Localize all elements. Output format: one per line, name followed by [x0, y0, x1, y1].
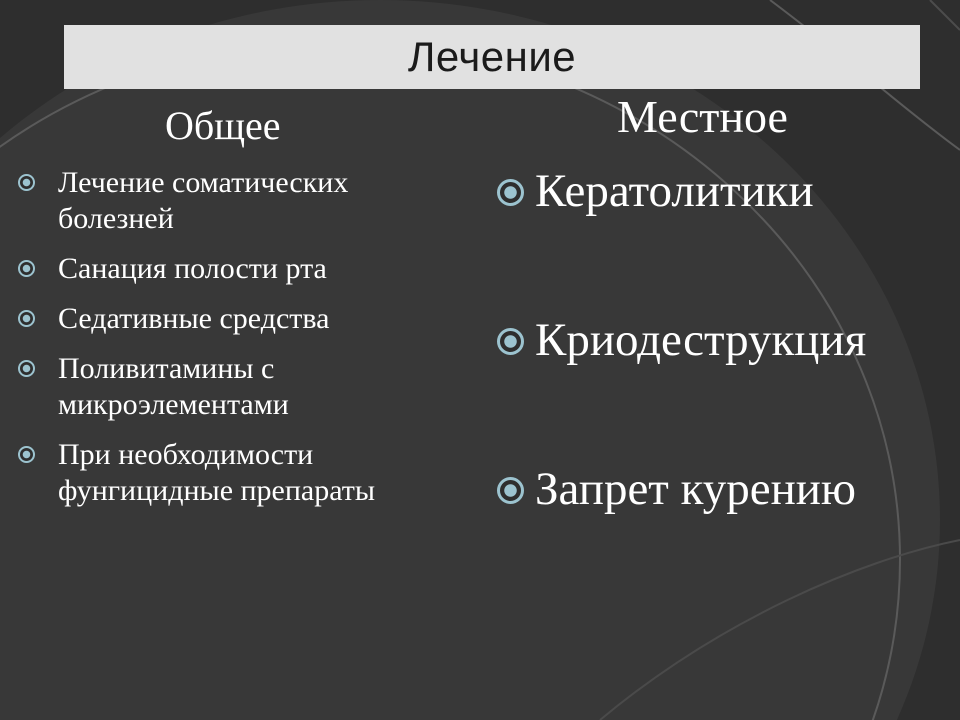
- list-item-text: Санация полости рта: [58, 252, 327, 285]
- target-bullet-icon: [18, 260, 35, 277]
- list-item-text: Запрет курению: [535, 463, 857, 515]
- local-treatment-list: [497, 163, 957, 610]
- target-bullet-icon: [18, 310, 35, 327]
- slide-title: Лечение: [407, 33, 577, 80]
- list-item: [497, 312, 957, 368]
- local-heading: Местное: [617, 91, 788, 142]
- list-item: [497, 461, 957, 517]
- list-item-text: Криодеструкция: [535, 314, 867, 366]
- list-item-text: Лечение соматических болезней: [58, 166, 349, 235]
- list-item-text: Поливитамины с микроэлементами: [58, 352, 289, 421]
- list-item-text: При необходимости фунгицидные препараты: [58, 438, 376, 507]
- list-item: [18, 165, 458, 237]
- target-bullet-icon: [497, 328, 524, 355]
- general-treatment-list: [18, 165, 458, 523]
- target-bullet-icon: [497, 179, 524, 206]
- general-heading: Общее: [165, 103, 281, 148]
- list-item: [18, 301, 458, 337]
- title-bar: [64, 25, 920, 89]
- list-item: [18, 437, 458, 509]
- list-item: [18, 351, 458, 423]
- target-bullet-icon: [497, 477, 524, 504]
- list-item: [18, 251, 458, 287]
- target-bullet-icon: [18, 446, 35, 463]
- target-bullet-icon: [18, 360, 35, 377]
- list-item: [497, 163, 957, 219]
- target-bullet-icon: [18, 174, 35, 191]
- list-item-text: Кератолитики: [535, 165, 814, 217]
- list-item-text: Седативные средства: [58, 302, 330, 335]
